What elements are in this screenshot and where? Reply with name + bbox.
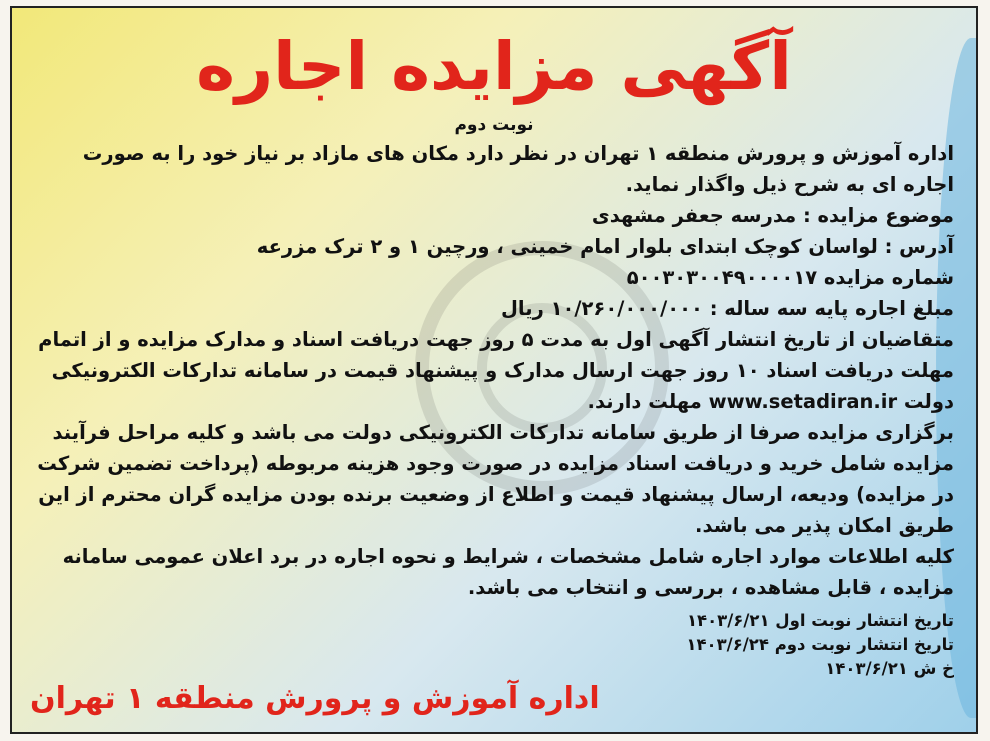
auction-subject: موضوع مزایده : مدرسه جعفر مشهدی xyxy=(591,204,954,227)
date-second-round: تاریخ انتشار نوبت دوم ۱۴۰۳/۶/۲۴ xyxy=(686,635,954,654)
procedure-paragraph: برگزاری مزایده صرفا از طریق سامانه تدارکات الکترونیکی دولت می باشد و کلیه مراحل فرآیند مزایده شامل خرید و دریافت اسناد مزایده در صورت وجود هزینه مربوطه (پرداخت تضمین شرکت در مزایده) ودیعه، ارسال پیشنهاد قیمت و اطلاع از وضعیت برنده بودن مزایده گران محترم از این طریق امکان پذیر می باشد. xyxy=(37,421,954,537)
base-price: مبلغ اجاره پایه سه ساله : ۱۰/۲۶۰/۰۰۰/۰۰۰ ریال xyxy=(501,297,954,320)
applicants-text: متقاضیان از تاریخ انتشار آگهی اول به مدت ۵ روز جهت دریافت اسناد و مدارک مزایده و از اتمام مهلت دریافت اسناد ۱۰ روز جهت ارسال مدارک و پیشنهاد قیمت در سامانه تدارکات الکترونیکی دولت xyxy=(38,328,954,413)
applicants-deadline: مهلت دارند. xyxy=(587,390,702,413)
info-paragraph: کلیه اطلاعات موارد اجاره شامل مشخصات ، شرایط و نحوه اجاره در برد اعلان عمومی سامانه مزایده ، قابل مشاهده ، بررسی و انتخاب می باشد. xyxy=(62,545,954,599)
publication-dates xyxy=(34,609,954,681)
issuer-signature: اداره آموزش و پرورش منطقه ۱ تهران xyxy=(30,681,600,716)
notice-content xyxy=(34,26,954,722)
auction-number: شماره مزایده ۵۰۰۳۰۳۰۰۴۹۰۰۰۰۱۷ xyxy=(626,266,954,289)
intro-paragraph: اداره آموزش و پرورش منطقه ۱ تهران در نظر دارد مکان های مازاد بر نیاز خود را به صورت اجاره ای به شرح ذیل واگذار نماید. xyxy=(82,142,954,196)
notice-title: آگهی مزایده اجاره xyxy=(196,28,792,105)
date-first-round: تاریخ انتشار نوبت اول ۱۴۰۳/۶/۲۱ xyxy=(686,611,954,630)
publication-round: نوبت دوم xyxy=(454,115,534,135)
setadiran-link[interactable]: www.setadiran.ir xyxy=(708,390,898,413)
applicants-paragraph xyxy=(34,324,954,417)
notice-body xyxy=(34,138,954,603)
auction-address: آدرس : لواسان کوچک ابتدای بلوار امام خمینی ، ورچین ۱ و ۲ ترک مزرعه xyxy=(256,235,954,258)
notice-frame xyxy=(10,6,978,734)
reference-code: خ ش ۱۴۰۳/۶/۲۱ xyxy=(825,659,954,678)
